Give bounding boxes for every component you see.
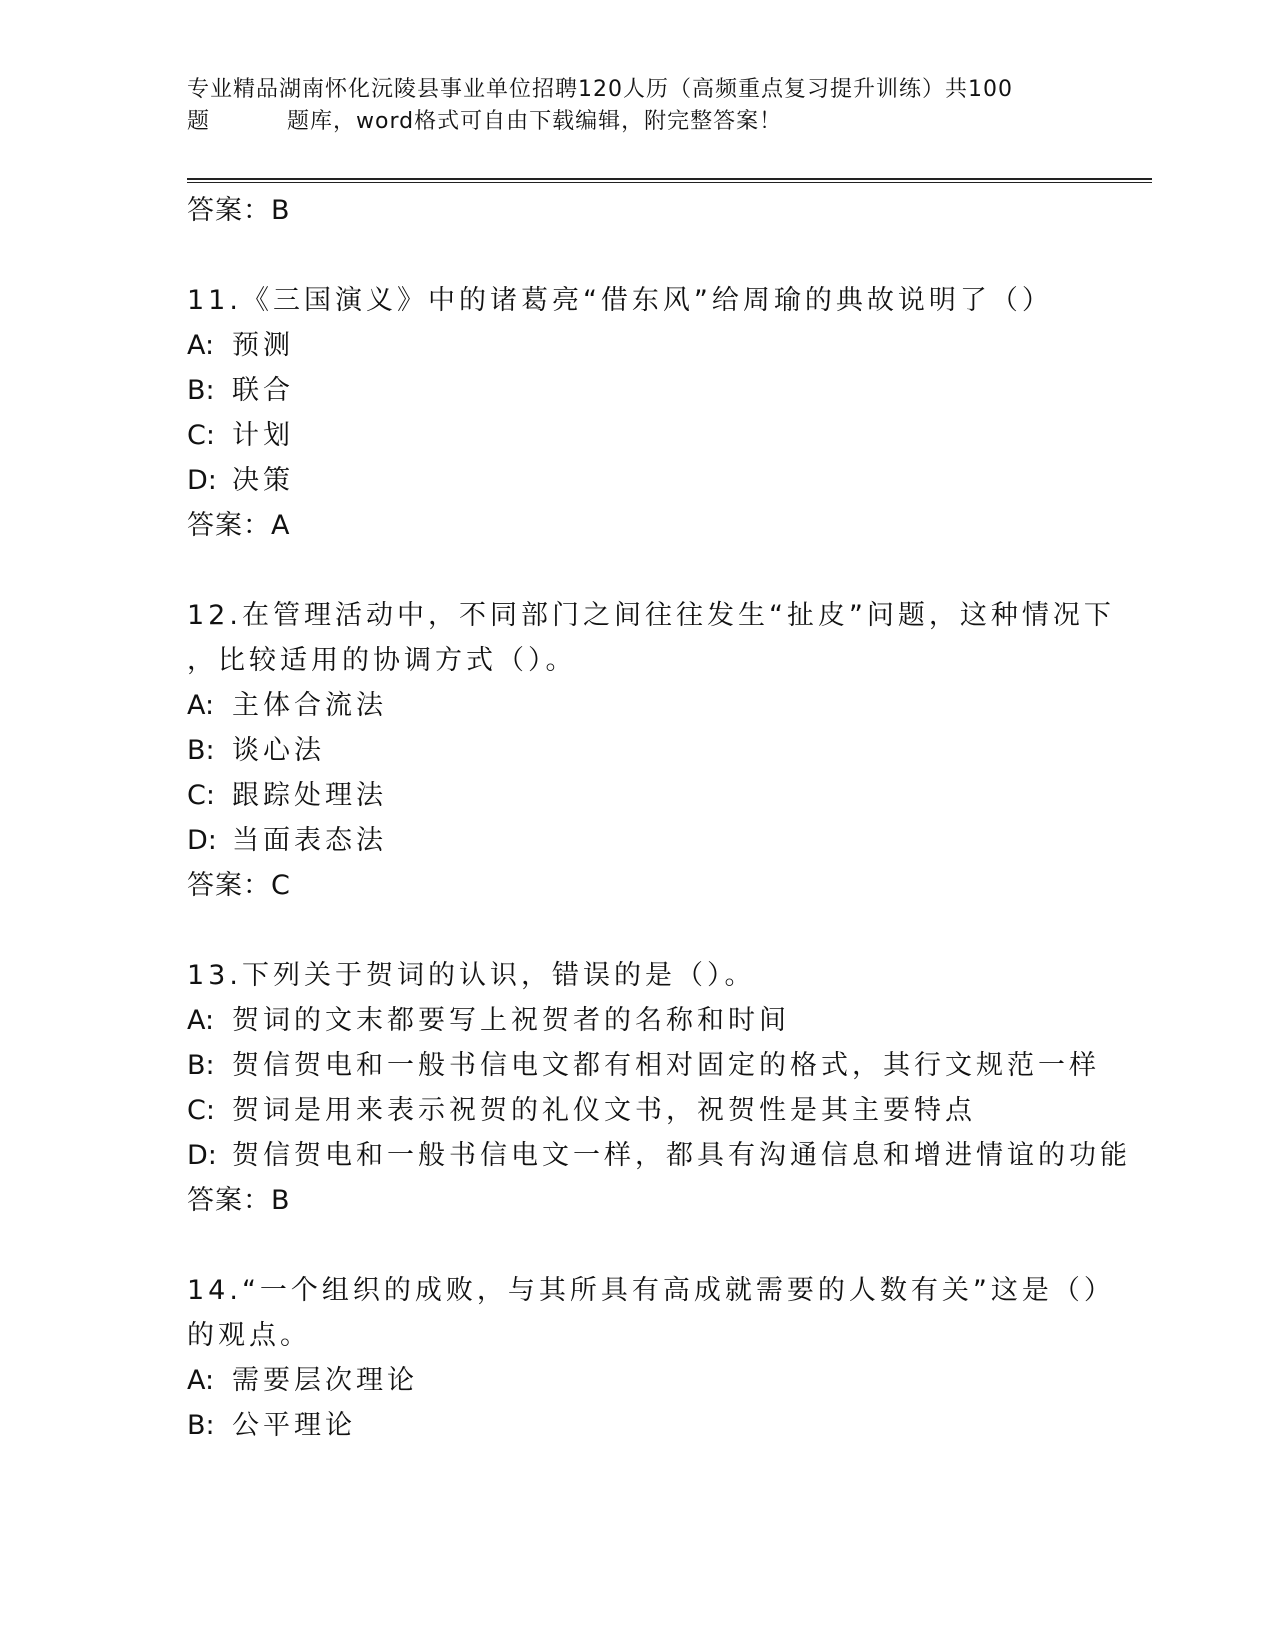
option-key: D: [187, 465, 217, 496]
header-divider-thick [187, 178, 1152, 180]
question-block [187, 278, 1147, 548]
option-text: 当面表态法 [232, 825, 387, 856]
header-title-line-2 [187, 106, 1087, 138]
option-a [187, 683, 1147, 728]
option-b [187, 728, 1147, 773]
option-text: 公平理论 [232, 1410, 356, 1441]
option-text: 需要层次理论 [232, 1365, 418, 1396]
option-key: C: [187, 420, 215, 451]
question-block [187, 1268, 1147, 1448]
question-stem-continued: ，比较适用的协调方式（）。 [187, 645, 577, 676]
option-a [187, 998, 1147, 1043]
option-text: 主体合流法 [232, 690, 387, 721]
option-d [187, 1133, 1147, 1178]
option-text: 联合 [232, 375, 294, 406]
question-block [187, 953, 1147, 1223]
option-d [187, 818, 1147, 863]
question-stem: 11.《三国演义》中的诸葛亮“借东风”给周瑜的典故说明了（） [187, 285, 1053, 316]
option-c [187, 1088, 1147, 1133]
option-text: 贺词是用来表示祝贺的礼仪文书，祝贺性是其主要特点 [232, 1095, 976, 1126]
option-key: A: [187, 330, 215, 361]
answer-line: 答案：B [187, 1185, 291, 1216]
option-text: 预测 [232, 330, 294, 361]
option-key: D: [187, 825, 217, 856]
spacer [187, 1223, 1147, 1268]
option-key: A: [187, 690, 215, 721]
option-a [187, 323, 1147, 368]
option-text: 贺信贺电和一般书信电文都有相对固定的格式，其行文规范一样 [232, 1050, 1100, 1081]
option-text: 贺词的文末都要写上祝贺者的名称和时间 [232, 1005, 790, 1036]
header-title-fragment: 题库，word格式可自由下载编辑，附完整答案！ [287, 109, 783, 134]
page-header [187, 74, 1087, 138]
option-key: B: [187, 375, 215, 406]
question-stem-continued: 的观点。 [187, 1320, 311, 1351]
question-block [187, 593, 1147, 908]
answer-line: 答案：A [187, 510, 291, 541]
header-title-line-1: 专业精品湖南怀化沅陵县事业单位招聘120人历（高频重点复习提升训练）共100 [187, 77, 1013, 102]
option-b [187, 1403, 1147, 1448]
spacer [187, 233, 1147, 278]
option-c [187, 773, 1147, 818]
header-divider-thin [187, 182, 1152, 183]
option-key: D: [187, 1140, 217, 1171]
question-stem: 14.“一个组织的成败，与其所具有高成就需要的人数有关”这是（） [187, 1275, 1115, 1306]
question-list [187, 188, 1147, 1448]
option-text: 决策 [232, 465, 294, 496]
option-text: 谈心法 [232, 735, 325, 766]
spacer [187, 908, 1147, 953]
option-b [187, 368, 1147, 413]
answer-line: 答案：B [187, 195, 291, 226]
option-key: B: [187, 1410, 215, 1441]
option-a [187, 1358, 1147, 1403]
option-text: 贺信贺电和一般书信电文一样，都具有沟通信息和增进情谊的功能 [232, 1140, 1131, 1171]
question-stem: 12.在管理活动中，不同部门之间往往发生“扯皮”问题，这种情况下 [187, 600, 1115, 631]
option-key: B: [187, 735, 215, 766]
option-text: 跟踪处理法 [232, 780, 387, 811]
header-title-fragment: 题 [187, 109, 211, 134]
option-key: C: [187, 780, 215, 811]
option-key: A: [187, 1005, 215, 1036]
option-c [187, 413, 1147, 458]
spacer [187, 548, 1147, 593]
question-stem: 13.下列关于贺词的认识，错误的是（）。 [187, 960, 756, 991]
option-key: A: [187, 1365, 215, 1396]
option-key: C: [187, 1095, 215, 1126]
option-key: B: [187, 1050, 215, 1081]
option-text: 计划 [232, 420, 294, 451]
answer-line: 答案：C [187, 870, 291, 901]
option-d [187, 458, 1147, 503]
option-b [187, 1043, 1147, 1088]
